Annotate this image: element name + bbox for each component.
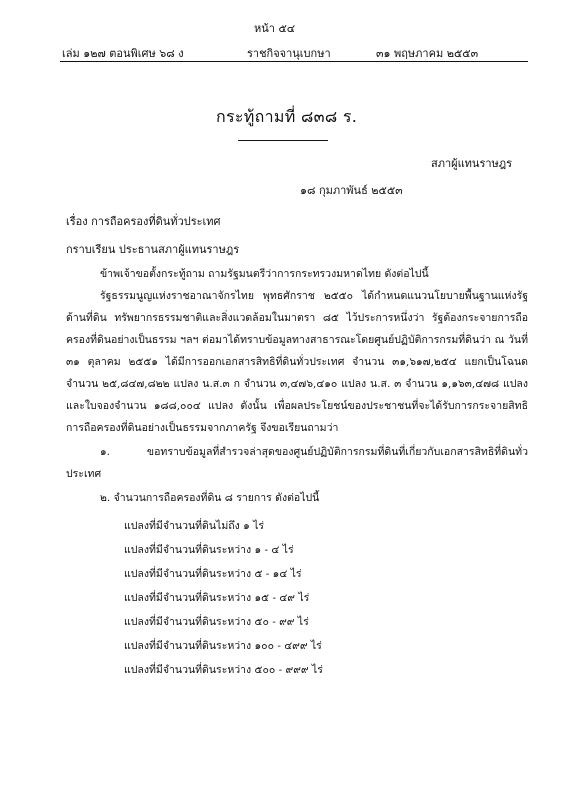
- list-item: แปลงที่มีจำนวนที่ดินระหว่าง ๑ - ๔ ไร่: [124, 544, 294, 556]
- sender: สภาผู้แทนราษฎร: [431, 157, 513, 170]
- document-title: กระทู้ถามที่ ๘๓๘ ร.: [216, 107, 358, 126]
- page-number: หน้า ๕๔: [254, 22, 296, 35]
- list-item: แปลงที่มีจำนวนที่ดินระหว่าง ๕ - ๑๔ ไร่: [124, 568, 302, 580]
- gazette-date: ๓๑ พฤษภาคม ๒๕๕๓: [376, 47, 479, 60]
- land-size-list: [124, 514, 323, 682]
- gazette-volume: เล่ม ๑๒๗ ตอนพิเศษ ๖๘ ง: [62, 47, 184, 60]
- list-item: แปลงที่มีจำนวนที่ดินระหว่าง ๑๐๐ - ๔๙๙ ไร่: [124, 640, 322, 652]
- list-item: แปลงที่มีจำนวนที่ดินระหว่าง ๕๐ - ๙๙ ไร่: [124, 616, 309, 628]
- intro-paragraph: ข้าพเจ้าขอตั้งกระทู้ถาม ถามรัฐมนตรีว่าการกระทรวงมหาดไทย ดังต่อไปนี้: [100, 268, 429, 280]
- question-2: ๒. จำนวนการถือครองที่ดิน ๘ รายการ ดังต่อไปนี้: [100, 492, 320, 504]
- list-item: แปลงที่มีจำนวนที่ดินไม่ถึง ๑ ไร่: [124, 520, 265, 532]
- question-1: ๑. ขอทราบข้อมูลที่สำรวจล่าสุดของศูนย์ปฏิบัติการกรมที่ดินที่เกี่ยวกับเอกสารสิทธิที่ดินทั่วประเทศ: [66, 446, 528, 480]
- list-item: แปลงที่มีจำนวนที่ดินระหว่าง ๕๐๐ - ๙๙๙ ไร่: [124, 664, 323, 676]
- header-divider: [60, 61, 528, 62]
- list-item: แปลงที่มีจำนวนที่ดินระหว่าง ๑๕ - ๔๙ ไร่: [124, 592, 310, 604]
- subject-line: เรื่อง การถือครองที่ดินทั่วประเทศ: [66, 215, 221, 228]
- salutation: กราบเรียน ประธานสภาผู้แทนราษฎร: [66, 243, 240, 256]
- constitution-paragraph: รัฐธรรมนูญแห่งราชอาณาจักรไทย พุทธศักราช ๒๕๕๐ ได้กำหนดแนวนโยบายพื้นฐานแห่งรัฐด้านที่ดิน ทรัพยากรธรรมชาติและสิ่งแวดล้อมในมาตรา ๘๕ ไว้ประการหนึ่งว่า รัฐต้องกระจายการถือครองที่ดินอย่างเป็นธรรม ฯลฯ ต่อมาได้ทราบข้อมูลทางสาธารณะโดยศูนย์ปฏิบัติการกรมที่ดินว่า ณ วันที่ ๓๑ ตุลาคม ๒๕๕๑ ได้มีการออกเอกสารสิทธิที่ดินทั่วประเทศ จำนวน ๓๑,๖๑๗,๒๕๔ แยกเป็นโฉนดจำนวน ๒๕,๘๔๗,๘๒๒ แปลง น.ส.๓ ก จำนวน ๓,๔๗๖,๔๑๐ แปลง น.ส. ๓ จำนวน ๑,๑๖๓,๔๗๘ แปลง และใบจองจำนวน ๑๘๘,๐๐๔ แปลง ดังนั้น เพื่อผลประโยชน์ของประชาชนที่จะได้รับการกระจายสิทธิการถือครองที่ดินอย่างเป็นธรรมจากภาครัฐ จึงขอเรียนถามว่า: [66, 290, 528, 434]
- document-date: ๑๘ กุมภาพันธ์ ๒๕๕๓: [300, 184, 403, 197]
- gazette-publication: ราชกิจจานุเบกษา: [247, 47, 331, 60]
- title-underline: [238, 140, 328, 141]
